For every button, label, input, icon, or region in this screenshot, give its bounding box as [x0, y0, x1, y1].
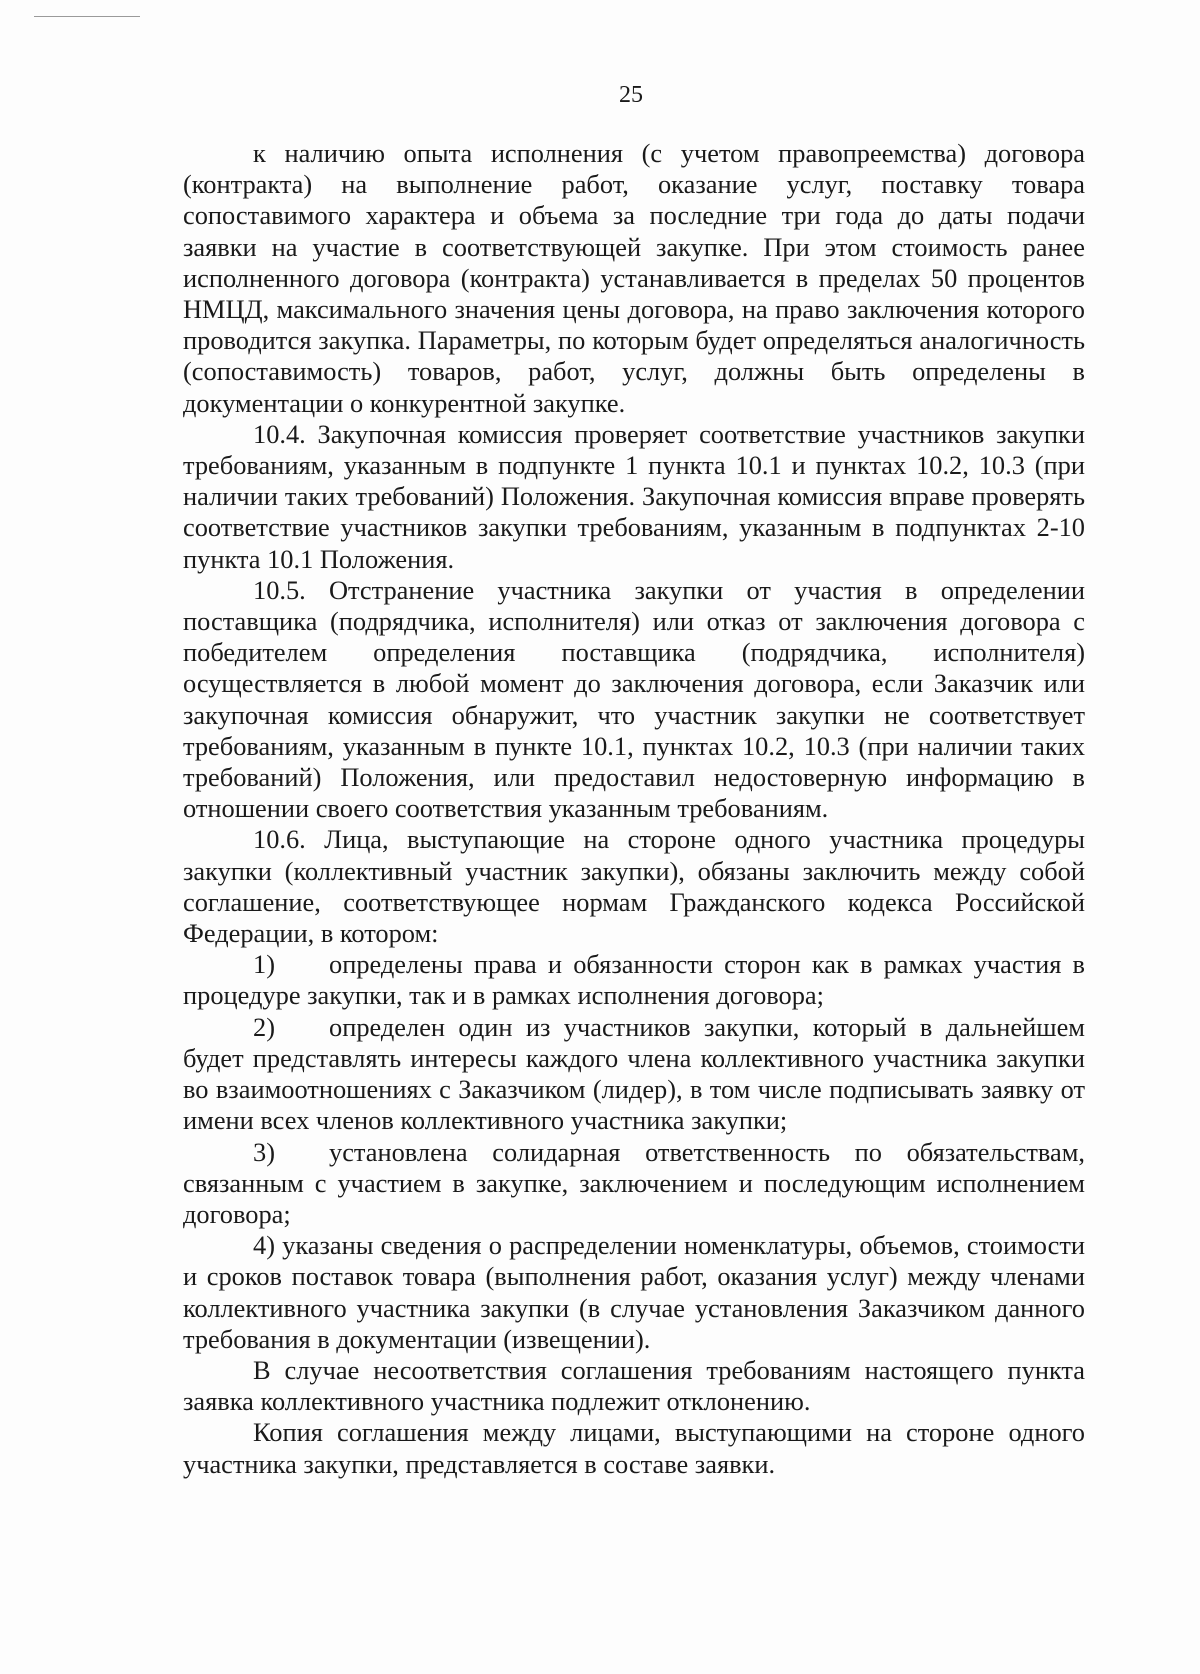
list-item: [183, 949, 1085, 1011]
document-body: [183, 138, 1085, 1480]
scan-edge-mark: [34, 16, 140, 17]
list-item-text: 4) указаны сведения о распределении номенклатуры, объемов, стоимости и сроков поставок товара (выполнения работ, оказания услуг) между членами коллективного участника закупки (в случае установления Заказчиком данного требования в документации (извещении).: [183, 1230, 1085, 1354]
paragraph-continuation: к наличию опыта исполнения (с учетом правопреемства) договора (контракта) на выполнение работ, оказание услуг, поставку товара сопоставимого характера и объема за последние три года до даты подачи заявки на участие в соответствующей закупке. При этом стоимость ранее исполненного договора (контракта) устанавливается в пределах 50 процентов НМЦД, максимального значения цены договора, на право заключения которого проводится закупка. Параметры, по которым будет определяться аналогичность (сопоставимость) товаров, работ, услуг, должны быть определены в документации о конкурентной закупке.: [183, 138, 1085, 418]
list-item: [183, 1012, 1085, 1137]
page-number: 25: [619, 82, 643, 108]
list-item-text: определены права и обязанности сторон как в рамках участия в процедуре закупки, так и в рамках исполнения договора;: [183, 949, 1085, 1011]
list-item: [183, 1230, 1085, 1355]
list-item-text: определен один из участников закупки, который в дальнейшем будет представлять интересы каждого члена коллективного участника закупки во взаимоотношениях с Заказчиком (лидер), в том числе подписывать заявку от имени всех членов коллективного участника закупки;: [183, 1011, 1085, 1136]
list-item-text: установлена солидарная ответственность по обязательствам, связанным с участием в закупке, заключением и последующим исполнением договора;: [183, 1136, 1085, 1229]
closing-paragraph: Копия соглашения между лицами, выступающими на стороне одного участника закупки, представляется в составе заявки.: [183, 1417, 1085, 1479]
paragraph-10-5: 10.5. Отстранение участника закупки от участия в определении поставщика (подрядчика, исполнителя) или отказ от заключения договора с победителем определения поставщика (подрядчика, исполнителя) осуществляется в любой момент до заключения договора, если Заказчик или закупочная комиссия обнаружит, что участник закупки не соответствует требованиям, указанным в пункте 10.1, пунктах 10.2, 10.3 (при наличии таких требований) Положения, или предоставил недостоверную информацию в отношении своего соответствия указанным требованиям.: [183, 574, 1085, 824]
closing-paragraph: В случае несоответствия соглашения требованиям настоящего пункта заявка коллективного участника подлежит отклонению.: [183, 1354, 1085, 1417]
list-item: [183, 1137, 1085, 1231]
paragraph-10-4: 10.4. Закупочная комиссия проверяет соответствие участников закупки требованиям, указанным в подпункте 1 пункта 10.1 и пунктах 10.2, 10.3 (при наличии таких требований) Положения. Закупочная комиссия вправе проверять соответствие участников закупки требованиям, указанным в подпунктах 2-10 пункта 10.1 Положения.: [183, 418, 1085, 574]
list-item-number: 1): [253, 949, 275, 980]
paragraph-10-6: 10.6. Лица, выступающие на стороне одного участника процедуры закупки (коллективный участник закупки), обязаны заключить между собой соглашение, соответствующее нормам Гражданского кодекса Российской Федерации, в котором:: [183, 824, 1085, 949]
list-item-number: 3): [253, 1136, 275, 1167]
list-item-number: 2): [253, 1011, 275, 1042]
